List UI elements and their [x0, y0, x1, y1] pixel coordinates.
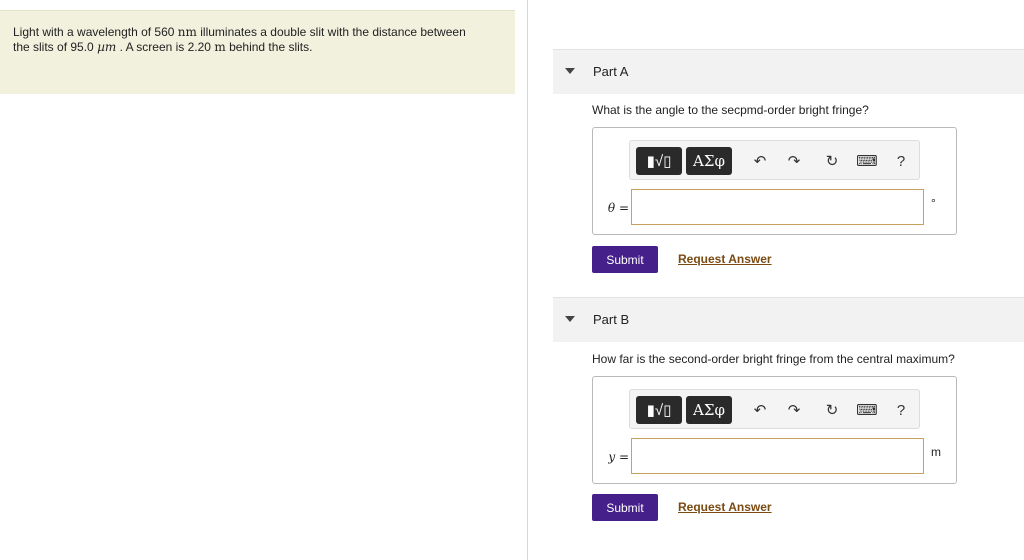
part-b-header[interactable]: [553, 297, 1024, 342]
part-a-variable-label: θ =: [607, 201, 629, 215]
part-a-submit-button[interactable]: Submit: [592, 246, 658, 273]
part-b-title: Part B: [593, 312, 630, 327]
part-b-variable-label: y =: [608, 450, 629, 464]
keyboard-icon[interactable]: ⌨: [856, 153, 878, 170]
part-b-answer-box: [592, 376, 957, 484]
math-toolbar: [629, 389, 920, 429]
part-b-request-answer-link[interactable]: Request Answer: [678, 500, 772, 514]
redo-icon[interactable]: ↷: [787, 153, 801, 170]
reset-icon[interactable]: ↻: [825, 402, 839, 419]
part-a-title: Part A: [593, 64, 629, 79]
templates-icon[interactable]: ▮√▯: [636, 147, 682, 175]
problem-text-segment: Light with a wavelength of 560: [13, 25, 175, 39]
slit-unit: µm: [97, 40, 117, 54]
part-a-question: What is the angle to the secpmd-order bright fringe?: [592, 103, 869, 117]
part-a-unit: °: [931, 196, 936, 210]
greek-symbols-button[interactable]: ΑΣφ: [686, 396, 732, 424]
problem-text-segment: . A screen is 2.20: [119, 40, 211, 54]
greek-symbols-button[interactable]: ΑΣφ: [686, 147, 732, 175]
problem-statement: [0, 10, 515, 94]
help-icon[interactable]: ?: [896, 401, 906, 419]
problem-text-segment: behind the slits.: [229, 40, 313, 54]
problem-text-segment: the slits of 95.0: [13, 40, 94, 54]
distance-unit: m: [214, 40, 226, 54]
wavelength-unit: nm: [177, 25, 197, 39]
part-a-answer-input[interactable]: [631, 189, 924, 225]
undo-icon[interactable]: ↶: [753, 153, 767, 170]
part-b-question: How far is the second-order bright fringe from the central maximum?: [592, 352, 955, 366]
help-icon[interactable]: ?: [896, 152, 906, 170]
keyboard-icon[interactable]: ⌨: [856, 402, 878, 419]
part-b-submit-button[interactable]: Submit: [592, 494, 658, 521]
part-a-answer-box: [592, 127, 957, 235]
reset-icon[interactable]: ↻: [825, 153, 839, 170]
redo-icon[interactable]: ↷: [787, 402, 801, 419]
templates-icon[interactable]: ▮√▯: [636, 396, 682, 424]
part-a-request-answer-link[interactable]: Request Answer: [678, 252, 772, 266]
problem-text-segment: illuminates a double slit with the distance between: [200, 25, 466, 39]
undo-icon[interactable]: ↶: [753, 402, 767, 419]
column-divider: [527, 0, 528, 560]
part-a-header[interactable]: [553, 49, 1024, 94]
problem-text: [13, 25, 503, 55]
collapse-triangle-icon[interactable]: [565, 316, 575, 322]
math-toolbar: [629, 140, 920, 180]
collapse-triangle-icon[interactable]: [565, 68, 575, 74]
part-b-unit: m: [931, 445, 941, 459]
part-b-answer-input[interactable]: [631, 438, 924, 474]
